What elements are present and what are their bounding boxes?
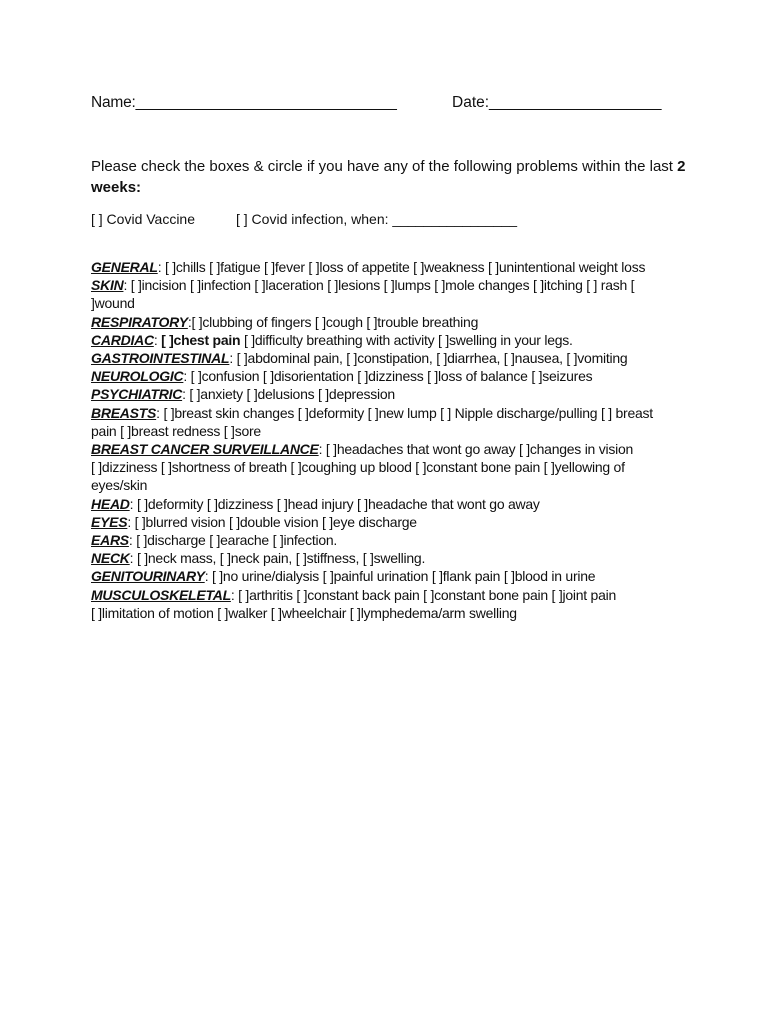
checklist-options[interactable]: [ ]deformity [ ]dizziness [ ]head injury [ ]headache that wont go away [136,495,540,512]
checklist-options[interactable]: [ ]no urine/dialysis [ ]painful urination [ ]flank pain [ ]blood in urine [211,568,596,585]
checklist-row[interactable] [91,276,681,312]
category-separator: : [127,513,135,530]
category-label: PSYCHIATRIC [91,386,183,403]
category-separator: : [204,568,212,585]
instructions-emphasis: 2 weeks: [91,158,686,196]
category-separator: : [157,259,165,275]
category-label: GENITOURINARY [91,568,205,585]
category-label: EYES [91,513,128,530]
category-label: HEAD [91,495,130,512]
checklist-row[interactable] [91,604,681,622]
category-separator: : [129,495,137,512]
checklist-options[interactable]: [ ]dizziness [ ]shortness of breath [ ]coughing up blood [ ]constant bone pain [ ]yellowing of eyes/skin [91,459,625,494]
checklist-options[interactable]: [ ]breast skin changes [ ]deformity [ ]new lump [ ] Nipple discharge/pulling [ ] breast pain [ ]breast redness [ ]sore [91,404,653,439]
category-separator: : [129,550,137,567]
checklist-options[interactable]: [ ]difficulty breathing with activity [ ]swelling in your legs. [240,331,573,348]
category-label: BREASTS [91,404,157,421]
category-label: SKIN [91,277,124,294]
checklist-row[interactable] [91,586,681,604]
category-label: GASTROINTESTINAL [91,350,230,367]
checklist-row[interactable] [91,549,681,567]
name-field[interactable]: Name:_______________________________ [91,94,397,111]
covid-infection-checkbox[interactable]: [ ] Covid infection, when: ________________ [236,211,517,227]
category-separator: : [187,313,192,330]
checklist-row[interactable] [91,513,681,531]
checklist-row[interactable] [91,385,681,403]
checklist-options[interactable]: [ ]neck mass, [ ]neck pain, [ ]stiffness, [ ]swelling. [136,550,426,567]
category-label: GENERAL [91,259,158,275]
checklist-options[interactable]: [ ]headaches that wont go away [ ]changes in vision [325,441,634,458]
covid-vaccine-checkbox[interactable]: [ ] Covid Vaccine [91,211,196,227]
checklist-row[interactable] [91,367,681,385]
category-separator: : [123,277,131,294]
checklist-options[interactable]: [ ]discharge [ ]earache [ ]infection. [136,532,338,549]
checklist-row[interactable] [91,313,681,331]
checklist-options[interactable]: [ ]anxiety [ ]delusions [ ]depression [189,386,395,403]
category-label: EARS [91,532,129,549]
checklist-row[interactable] [91,567,681,585]
checklist-options[interactable]: [ ]arthritis [ ]constant back pain [ ]constant bone pain [ ]joint pain [238,586,616,603]
highlighted-option[interactable]: [ ]chest pain [161,331,241,348]
checklist-options[interactable]: [ ]incision [ ]infection [ ]laceration [ ]lesions [ ]lumps [ ]mole changes [ ]itching [ ] rash [ ]wound [91,277,635,312]
category-separator: : [182,386,190,403]
instructions [91,156,691,198]
checklist-row[interactable] [91,531,681,549]
category-separator: : [183,368,191,385]
checklist-options[interactable]: [ ]limitation of motion [ ]walker [ ]wheelchair [ ]lymphedema/arm swelling [91,604,517,621]
checklist-options[interactable]: [ ]abdominal pain, [ ]constipation, [ ]diarrhea, [ ]nausea, [ ]vomiting [236,350,628,367]
instructions-text: Please check the boxes & circle if you have any of the following problems within the last [91,158,673,175]
symptom-checklist [91,258,681,622]
category-label: MUSCULOSKELETAL [91,586,231,603]
category-label: CARDIAC [91,331,154,348]
category-separator: : [229,350,237,367]
checklist-row[interactable] [91,495,681,513]
checklist-row[interactable] [91,404,681,440]
category-label: BREAST CANCER SURVEILLANCE [91,441,319,458]
checklist-row[interactable] [91,440,681,458]
category-separator: : [156,404,164,421]
date-field[interactable]: Date:____________________ [452,94,662,111]
checklist-row[interactable] [91,258,681,276]
checklist-options[interactable]: [ ]confusion [ ]disorientation [ ]dizziness [ ]loss of balance [ ]seizures [190,368,593,385]
checklist-options[interactable]: [ ]chills [ ]fatigue [ ]fever [ ]loss of appetite [ ]weakness [ ]unintentional weight loss [164,259,646,275]
category-separator: : [318,441,326,458]
checklist-row[interactable] [91,458,681,494]
category-separator: : [230,586,239,603]
checklist-row[interactable] [91,331,681,349]
category-label: NEUROLOGIC [91,368,184,385]
checklist-row[interactable] [91,349,681,367]
checklist-options[interactable]: [ ]clubbing of fingers [ ]cough [ ]trouble breathing [191,313,479,330]
checklist-options[interactable]: [ ]blurred vision [ ]double vision [ ]eye discharge [134,513,417,530]
category-label: RESPIRATORY [91,313,188,330]
category-separator: : [128,532,137,549]
category-label: NECK [91,550,130,567]
category-separator: : [153,331,162,348]
